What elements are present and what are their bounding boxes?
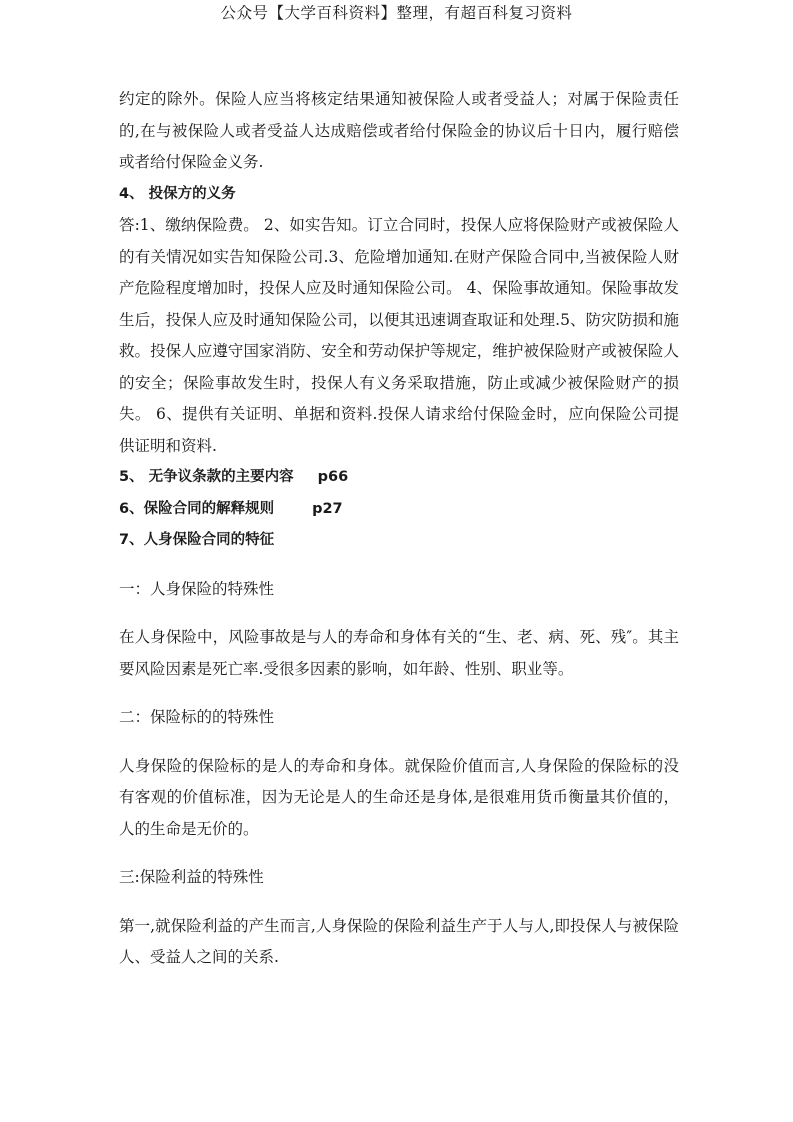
- section-3-text: 第一,就保险利益的产生而言,人身保险的保险利益生产于人与人,即投保人与被保险人、受益人之间的关系.: [119, 916, 679, 966]
- page-header: 公众号【大学百科资料】整理，有超百科复习资料: [220, 4, 573, 22]
- question-5-page-ref: p66: [317, 469, 349, 485]
- question-6-title: 6、保险合同的解释规则: [119, 500, 275, 517]
- section-2-text: 人身保险的保险标的是人的寿命和身体。就保险价值而言,人身保险的保险标的没有客观的价值标准，因为无论是人的生命还是身体,是很难用货币衡量其价值的，人的生命是无价的。: [119, 756, 679, 838]
- question-6-heading: [119, 494, 679, 526]
- document-body: [119, 84, 679, 974]
- section-3-title: 三:保险利益的特殊性: [119, 868, 264, 886]
- question-4-answer: 答:1、缴纳保险费。 2、如实告知。订立合同时，投保人应将保险财产或被保险人的有关情况如实告知保险公司.3、危险增加通知.在财产保险合同中,当被保险人财产危险程度增加时，投保人应及时通知保险公司。 4、保险事故通知。保险事故发生后，投保人应及时通知保险公司，以便其迅速调查取证和处理.5、防灾防损和施救。投保人应遵守国家消防、安全和劳动保护等规定，维护被保险财产或被保险人的安全；保险事故发生时，投保人有义务采取措施，防止或减少被保险财产的损失。 6、提供有关证明、单据和资料.投保人请求给付保险金时，应向保险公司提供证明和资料.: [119, 216, 679, 455]
- section-1-text: 在人身保险中，风险事故是与人的寿命和身体有关的“生、老、病、死、残″。其主要风险因素是死亡率.受很多因素的影响，如年龄、性别、职业等。: [119, 628, 679, 678]
- question-4-heading: 4、 投保方的义务: [119, 185, 236, 202]
- question-7-heading: 7、人身保险合同的特征: [119, 532, 275, 548]
- section-2-title: 二：保险标的的特殊性: [119, 708, 275, 726]
- question-5-heading: [119, 462, 679, 494]
- continuation-paragraph: 约定的除外。保险人应当将核定结果通知被保险人或者受益人；对属于保险责任的,在与被保险人或者受益人达成赔偿或者给付保险金的协议后十日内，履行赔偿或者给付保险金义务.: [119, 90, 679, 171]
- section-1-title: 一：人身保险的特殊性: [119, 579, 275, 598]
- question-5-title: 5、 无争议条款的主要内容: [119, 469, 294, 485]
- question-6-page-ref: p27: [312, 500, 343, 517]
